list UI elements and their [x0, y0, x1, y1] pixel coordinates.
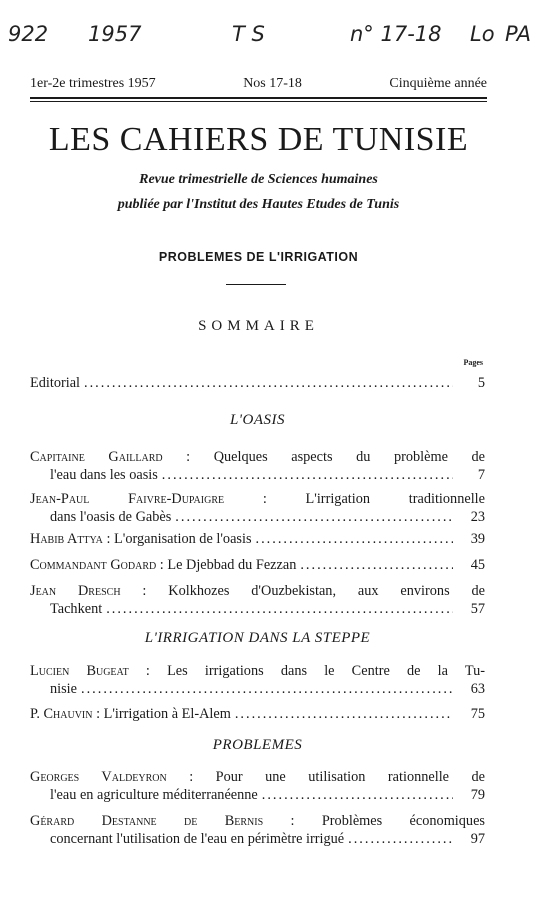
- toc-title: : Le Djebbad du Fezzan: [156, 557, 297, 573]
- issue-year: Cinquième année: [389, 76, 487, 91]
- toc-page: 75: [470, 706, 485, 722]
- divider: [226, 284, 286, 285]
- toc-title: : Kolkhozes d'Ouzbekistan, aux environs de: [120, 583, 485, 599]
- toc-title-cont: dans l'oasis de Gabès: [50, 509, 172, 525]
- toc-title: : L'irrigation traditionnelle: [224, 491, 485, 507]
- leader-dots: [348, 830, 453, 848]
- toc-title: : L'organisation de l'oasis: [102, 531, 252, 547]
- issue-period: 1er-2e trimestres 1957: [30, 76, 156, 91]
- toc-entry: [30, 812, 485, 848]
- toc-page: 7: [477, 467, 485, 483]
- toc-entry-editorial: [30, 374, 485, 392]
- handwritten-mark: n° 17-18: [350, 22, 442, 46]
- toc-author: Commandant Godard: [30, 557, 157, 573]
- toc-author: Gérard Destanne de Bernis: [30, 813, 264, 829]
- toc-entry: [30, 662, 485, 698]
- toc-entry: [30, 448, 485, 484]
- journal-publisher: publiée par l'Institut des Hautes Etudes de Tunis: [117, 197, 400, 212]
- toc-entry: [30, 582, 485, 618]
- toc-page: 79: [470, 787, 485, 803]
- toc-entry: [30, 490, 485, 526]
- leader-dots: [300, 556, 453, 574]
- leader-dots: [84, 374, 453, 392]
- toc-page: 23: [470, 509, 485, 525]
- toc-author: Habib Attya: [30, 531, 103, 547]
- leader-dots: [175, 508, 453, 526]
- toc-title-cont: nisie: [50, 681, 78, 697]
- toc-title-cont: l'eau dans les oasis: [50, 467, 158, 483]
- header-rule-thin: [30, 101, 487, 102]
- leader-dots: [235, 705, 453, 723]
- toc-author: P. Chauvin: [30, 706, 93, 722]
- handwritten-mark: 922: [8, 22, 49, 46]
- handwritten-mark: PA: [505, 22, 531, 46]
- toc-page: 63: [470, 681, 485, 697]
- toc-title-cont: l'eau en agriculture méditerranéenne: [50, 787, 258, 803]
- pages-label: Pages: [463, 358, 483, 367]
- toc-page: 45: [470, 557, 485, 573]
- toc-title: : Pour une utilisation rationnelle de: [166, 769, 485, 785]
- toc-title-cont: Tachkent: [50, 601, 103, 617]
- section-heading-oasis: L'OASIS: [229, 412, 286, 428]
- issue-line: [30, 76, 487, 92]
- toc-entry: [30, 705, 485, 723]
- handwritten-mark: Lo: [470, 22, 495, 46]
- toc-author: Capitaine Gaillard: [30, 449, 163, 465]
- toc-title: : Quelques aspects du problème de: [162, 449, 485, 465]
- journal-subtitle: Revue trimestrielle de Sciences humaines: [139, 172, 378, 187]
- toc-entry: [30, 530, 485, 548]
- journal-title: LES CAHIERS DE TUNISIE: [48, 121, 469, 158]
- toc-title: : L'irrigation à El-Alem: [92, 706, 231, 722]
- toc-author: Georges Valdeyron: [30, 769, 167, 785]
- issue-theme: PROBLEMES DE L'IRRIGATION: [158, 250, 359, 264]
- toc-page: 97: [470, 831, 485, 847]
- toc-author: Lucien Bugeat: [30, 663, 129, 679]
- toc-author: Jean Dresch: [30, 583, 121, 599]
- toc-title: Editorial: [30, 375, 81, 391]
- leader-dots: [106, 600, 453, 618]
- toc-author: Jean-Paul Faivre-Dupaigre: [30, 491, 225, 507]
- issue-number: Nos 17-18: [243, 76, 302, 91]
- leader-dots: [162, 466, 453, 484]
- leader-dots: [262, 786, 453, 804]
- toc-title: : Les irrigations dans le Centre de la Tu-: [128, 663, 485, 679]
- header-rule: [30, 97, 487, 99]
- toc-entry: [30, 556, 485, 574]
- toc-title: : Problèmes économiques: [263, 813, 485, 829]
- toc-title-cont: concernant l'utilisation de l'eau en périmètre irrigué: [50, 831, 345, 847]
- contents-heading: SOMMAIRE: [198, 318, 319, 334]
- leader-dots: [81, 680, 453, 698]
- section-heading-problemes: PROBLEMES: [212, 737, 303, 753]
- section-heading-steppe: L'IRRIGATION DANS LA STEPPE: [144, 630, 371, 646]
- toc-page: 5: [477, 375, 485, 391]
- handwritten-mark: 1957: [88, 22, 142, 46]
- leader-dots: [256, 530, 453, 548]
- toc-page: 57: [470, 601, 485, 617]
- toc-entry: [30, 768, 485, 804]
- toc-page: 39: [470, 531, 485, 547]
- handwritten-mark: T S: [232, 22, 265, 46]
